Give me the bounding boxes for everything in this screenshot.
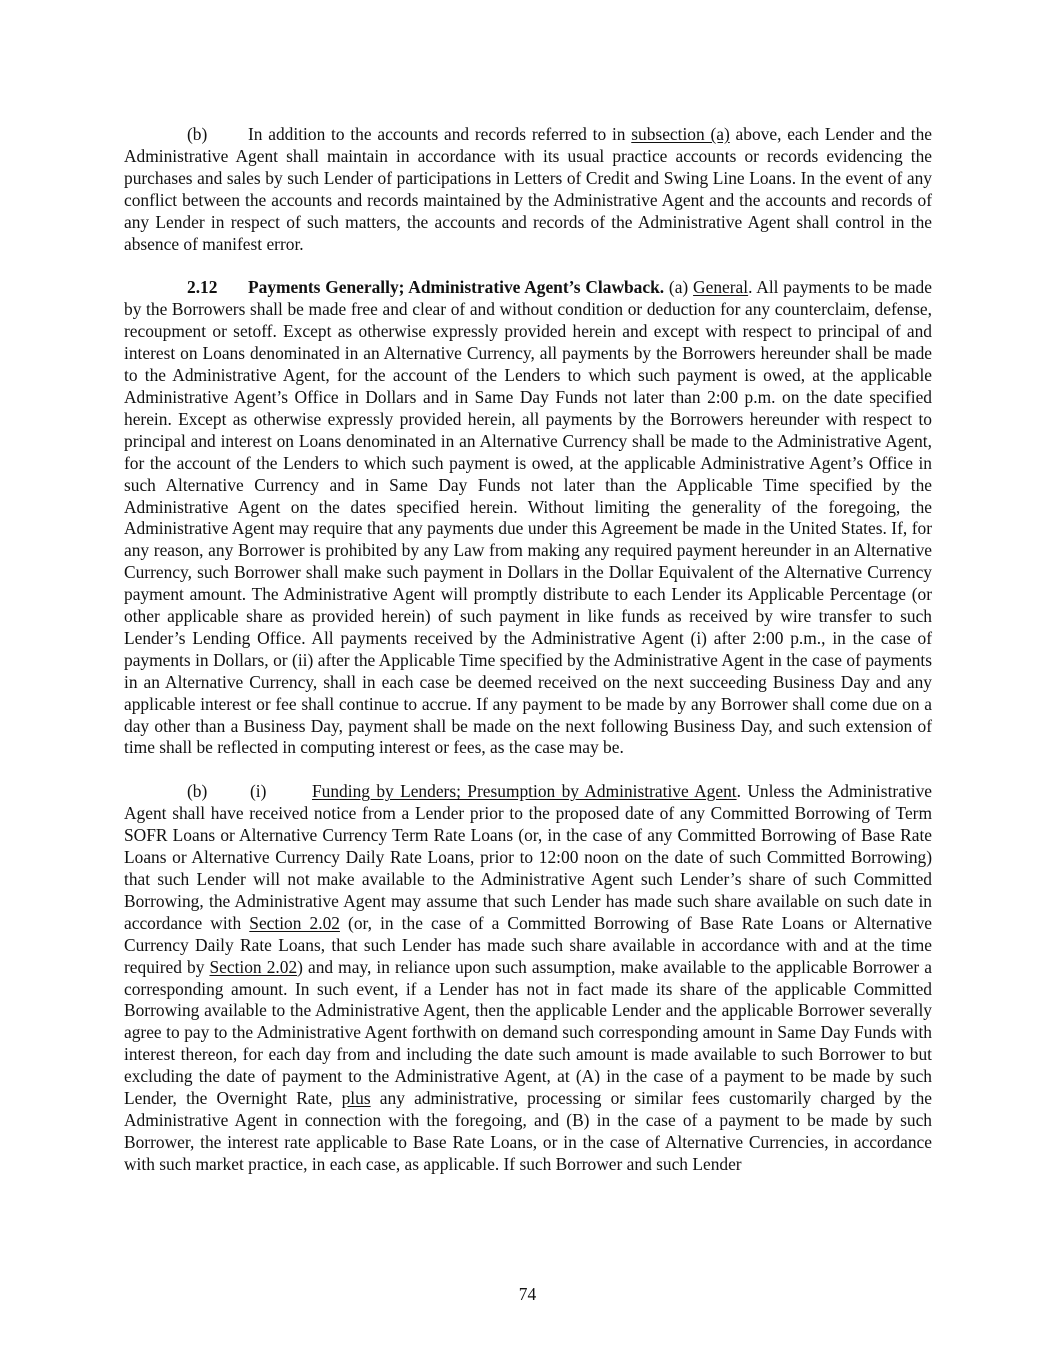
section-2-12-text: . All payments to be made by the Borrowers shall be made free and clear of and without condition or deduction for any counterclaim, defense, recoupment or setoff. Except as otherwise expressly provided herein and except with respect to principal of and interest on Loans denominated in an Alternative Currency, all payments by the Borrowers hereunder shall be made to the Administrative Agent, for the account of the Lenders to which such payment is owed, at the applicable Administrative Agent’s Office in Dollars and in Same Day Funds not later than 2:00 p.m. on the date specified herein. Except as otherwise expressly provided herein, all payments by the Borrowers hereunder with respect to principal and interest on Loans denominated in an Alternative Currency shall be made to the Administrative Agent, for the account of the Lenders to which such payment is owed, at the applicable Administrative Agent’s Office in such Alternative Currency and in Same Day Funds not later than the Applicable Time specified by the Administrative Agent on the dates specified herein. Without limiting the generality of the foregoing, the Administrative Agent may require that any payments due under this Agreement be made in the United States. If, for any reason, any Borrower is prohibited by any Law from making any required payment hereunder in an Alternative Currency, such Borrower shall make such payment in Dollars in the Dollar Equivalent of the Alternative Currency payment amount. The Administrative Agent will promptly distribute to each Lender its Applicable Percentage (or other applicable share as provided herein) of such payment in like funds as received by wire transfer to such Lender’s Lending Office. All payments received by the Administrative Agent (i) after 2:00 p.m., in the case of payments in Dollars, or (ii) after the Applicable Time specified by the Administrative Agent in the case of payments in an Alternative Currency, shall in each case be deemed received on the next succeeding Business Day and any applicable interest or fee shall continue to accrue. If any payment to be made by any Borrower shall come due on a day other than a Business Day, payment shall be made on the next following Business Day, and such extension of time shall be reflected in computing interest or fees, as the case may be.	[124, 277, 932, 758]
paragraph-b-text-1: In addition to the accounts and records referred to in	[248, 124, 632, 144]
section-2-02-reference: Section 2.02	[209, 956, 298, 977]
paragraph-b-i	[124, 781, 932, 1175]
paragraph-b-i-text-1: . Unless the Administrative Agent shall have received notice from a Lender prior to the proposed date of any Committed Borrowing of Term SOFR Loans or Alternative Currency Term Rate Loans (or, in the case of any Committed Borrowing of Base Rate Loans or Alternative Currency Daily Rate Loans, prior to 12:00 noon on the date of such Committed Borrowing) that such Lender will not make available to the Administrative Agent such Lender’s share of such Committed Borrowing, the Administrative Agent may assume that such Lender has made such share available on such date in accordance with	[124, 781, 932, 933]
subsection-label: (a)	[668, 277, 689, 298]
section-number: 2.12	[187, 277, 218, 298]
plus-term: plus	[341, 1088, 371, 1109]
section-heading: Payments Generally; Administrative Agent’s Clawback.	[248, 277, 665, 298]
section-2-12	[124, 277, 932, 759]
paragraph-b-i-title: Funding by Lenders; Presumption by Administrative Agent	[312, 781, 737, 802]
page-body	[124, 124, 932, 1176]
paragraph-b-i-label-i: (i)	[250, 781, 267, 802]
paragraph-b-i-text-2: (or, in the case of a Committed Borrowing of Base Rate Loans or Alternative Currency Daily Rate Loans, that such Lender has made such share available in accordance with and at the time required by	[124, 912, 932, 977]
paragraph-b-i-text-4: any administrative, processing or similar fees customarily charged by the Administrative Agent in connection with the foregoing, and (B) in the case of a payment to be made by such Borrower, the interest rate applicable to Base Rate Loans, or in the case of Alternative Currencies, in accordance with such market practice, in each case, as applicable. If such Borrower and such Lender	[124, 1088, 932, 1174]
paragraph-b-text-2: above, each Lender and the Administrative Agent shall maintain in accordance with its usual practice accounts or records evidencing the purchases and sales by such Lender of participations in Letters of Credit and Swing Line Loans. In the event of any conflict between the accounts and records maintained by the Administrative Agent and the accounts and records of any Lender in respect of such matters, the accounts and records of the Administrative Agent shall control in the absence of manifest error.	[124, 124, 932, 254]
page-number: 74	[518, 1284, 537, 1304]
subsection-title: General	[693, 277, 749, 298]
paragraph-b-label: (b)	[187, 124, 208, 144]
paragraph-b-i-text-3: ) and may, in reliance upon such assumption, make available to the applicable Borrower a corresponding amount. In such event, if a Lender has not in fact made its share of the applicable Committed Borrowing available to the Administrative Agent, then the applicable Lender and the applicable Borrower severally agree to pay to the Administrative Agent forthwith on demand such corresponding amount in Same Day Funds with interest thereon, for each day from and including the date such amount is made available to such Borrower to but excluding the date of payment to the Administrative Agent, at (A) in the case of a payment to be made by such Lender, the Overnight Rate,	[124, 956, 932, 1109]
paragraph-b	[124, 124, 932, 255]
subsection-a-reference: subsection (a)	[631, 124, 730, 144]
paragraph-b-i-label-b: (b)	[187, 781, 208, 802]
section-2-02-reference: Section 2.02	[249, 912, 340, 933]
